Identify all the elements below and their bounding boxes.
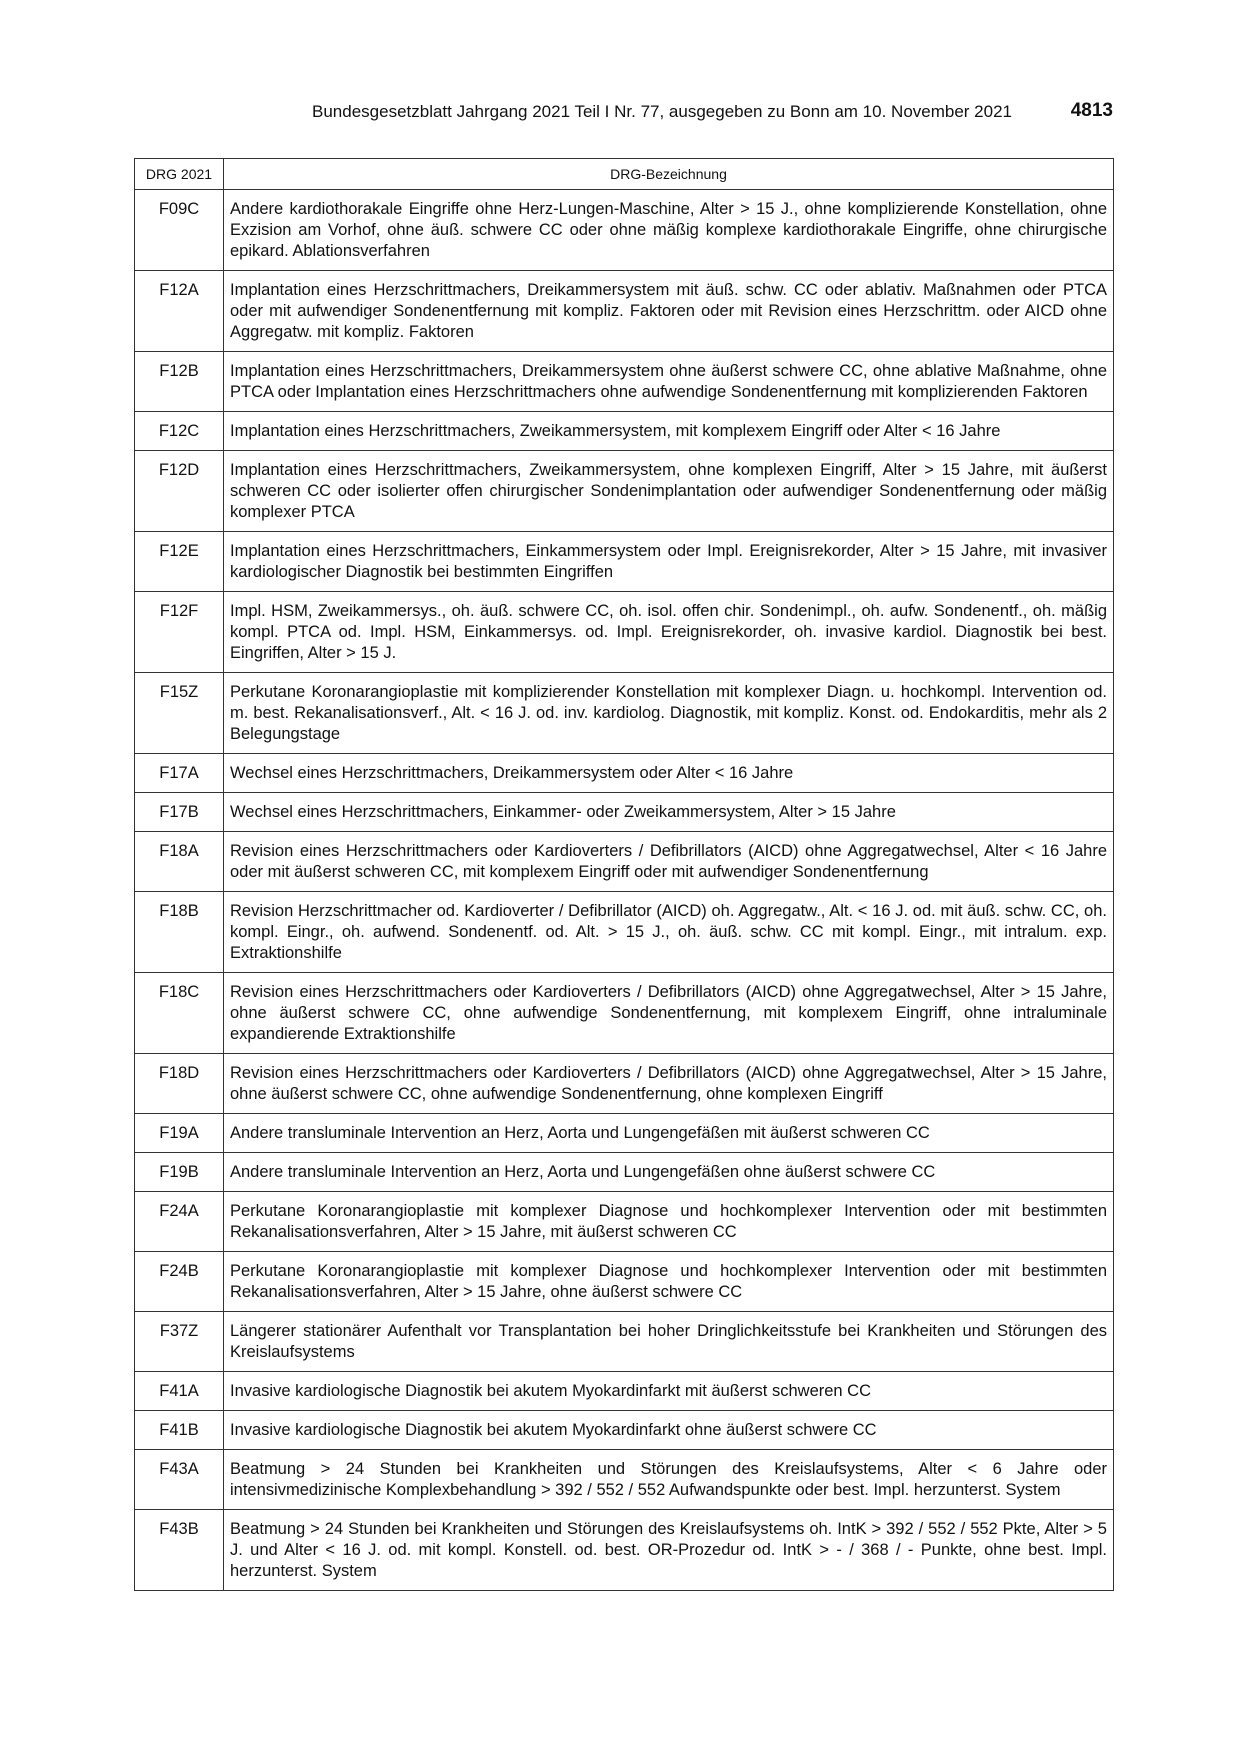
drg-description-cell: Beatmung > 24 Stunden bei Krankheiten und Störungen des Kreislaufsystems oh. IntK > 392 / 552 / 552 Pkte, Alter > 5 J. und Alter < 16 J. od. mit kompl. Konstell. od. best. OR-Prozedur od. IntK > - / 368 / - Punkte, ohne best. Impl. herzunterst. System <box>224 1510 1114 1591</box>
drg-code-cell: F19A <box>135 1114 224 1153</box>
drg-description-cell: Revision Herzschrittmacher od. Kardioverter / Defibrillator (AICD) oh. Aggregatw., Alt. < 16 J. od. mit äuß. schw. CC, oh. kompl. Eingr., oh. aufwend. Sondenentf. od. Alt. > 15 J., oh. äuß. schw. CC mit kompl. Eingr., mit intralum. exp. Extraktionshilfe <box>224 892 1114 973</box>
drg-code-cell: F12A <box>135 271 224 352</box>
drg-description-cell: Beatmung > 24 Stunden bei Krankheiten und Störungen des Kreislaufsystems, Alter < 6 Jahre oder intensivmedizinische Komplexbehandlung > 392 / 552 / 552 Aufwandspunkte oder best. Impl. herzunterst. System <box>224 1450 1114 1510</box>
table-row <box>135 1153 1114 1192</box>
drg-code-cell: F24B <box>135 1252 224 1312</box>
drg-description-cell: Perkutane Koronarangioplastie mit komplexer Diagnose und hochkomplexer Intervention oder mit bestimmten Rekanalisationsverfahren, Alter > 15 Jahre, ohne äußerst schwere CC <box>224 1252 1114 1312</box>
drg-code-cell: F43A <box>135 1450 224 1510</box>
table-row <box>135 532 1114 592</box>
drg-description-cell: Implantation eines Herzschrittmachers, Dreikammersystem mit äuß. schw. CC oder ablativ. Maßnahmen oder PTCA oder mit aufwendiger Sondenentfernung mit kompliz. Faktoren oder mit Revision eines Herzschrittm. oder AICD ohne Aggregatw. mit kompliz. Faktoren <box>224 271 1114 352</box>
drg-description-cell: Implantation eines Herzschrittmachers, Zweikammersystem, mit komplexem Eingriff oder Alter < 16 Jahre <box>224 412 1114 451</box>
table-row <box>135 451 1114 532</box>
table-row <box>135 673 1114 754</box>
table-body <box>135 190 1114 1591</box>
drg-description-cell: Implantation eines Herzschrittmachers, Dreikammersystem ohne äußerst schwere CC, ohne ablative Maßnahme, ohne PTCA oder Implantation eines Herzschrittmachers ohne aufwendige Sondenentfernung mit komplizierenden Faktoren <box>224 352 1114 412</box>
drg-code-cell: F41A <box>135 1372 224 1411</box>
table-row <box>135 793 1114 832</box>
drg-code-cell: F12B <box>135 352 224 412</box>
table-row <box>135 973 1114 1054</box>
drg-table <box>134 158 1114 1591</box>
table-row <box>135 352 1114 412</box>
drg-code-cell: F19B <box>135 1153 224 1192</box>
drg-code-cell: F18B <box>135 892 224 973</box>
drg-description-cell: Revision eines Herzschrittmachers oder Kardioverters / Defibrillators (AICD) ohne Aggregatwechsel, Alter > 15 Jahre, ohne äußerst schwere CC, ohne aufwendige Sondenentfernung, ohne komplexen Eingriff <box>224 1054 1114 1114</box>
drg-code-cell: F18C <box>135 973 224 1054</box>
page-number: 4813 <box>1070 100 1113 121</box>
table-row <box>135 592 1114 673</box>
drg-description-cell: Perkutane Koronarangioplastie mit komplexer Diagnose und hochkomplexer Intervention oder mit bestimmten Rekanalisationsverfahren, Alter > 15 Jahre, mit äußerst schweren CC <box>224 1192 1114 1252</box>
table-row <box>135 190 1114 271</box>
drg-description-cell: Invasive kardiologische Diagnostik bei akutem Myokardinfarkt ohne äußerst schwere CC <box>224 1411 1114 1450</box>
drg-code-cell: F37Z <box>135 1312 224 1372</box>
drg-code-cell: F12E <box>135 532 224 592</box>
table-row <box>135 271 1114 352</box>
drg-code-cell: F24A <box>135 1192 224 1252</box>
drg-description-cell: Implantation eines Herzschrittmachers, Zweikammersystem, ohne komplexen Eingriff, Alter > 15 Jahre, mit äußerst schweren CC oder isolierter offen chirurgischer Sondenimplantation oder aufwendiger Sondenentfernung oder mäßig komplexer PTCA <box>224 451 1114 532</box>
header-title: Bundesgesetzblatt Jahrgang 2021 Teil I Nr. 77, ausgegeben zu Bonn am 10. November 2021 <box>312 102 1012 121</box>
drg-code-cell: F17B <box>135 793 224 832</box>
drg-description-cell: Impl. HSM, Zweikammersys., oh. äuß. schwere CC, oh. isol. offen chir. Sondenimpl., oh. aufw. Sondenentf., oh. mäßig kompl. PTCA od. Impl. HSM, Einkammersys. od. Impl. Ereignisrekorder, oh. invasive kardiol. Diagnostik bei best. Eingriffen, Alter > 15 J. <box>224 592 1114 673</box>
drg-code-cell: F15Z <box>135 673 224 754</box>
table-row <box>135 1411 1114 1450</box>
table-row <box>135 754 1114 793</box>
table-row <box>135 1192 1114 1252</box>
drg-description-cell: Andere kardiothorakale Eingriffe ohne Herz-Lungen-Maschine, Alter > 15 J., ohne komplizierende Konstellation, ohne Exzision am Vorhof, ohne äuß. schwere CC oder ohne mäßig komplexe kardiothorakale Eingriffe, ohne chirurgische epikard. Ablationsverfahren <box>224 190 1114 271</box>
drg-description-cell: Implantation eines Herzschrittmachers, Einkammersystem oder Impl. Ereignisrekorder, Alter > 15 Jahre, mit invasiver kardiologischer Diagnostik bei bestimmten Eingriffen <box>224 532 1114 592</box>
table-row <box>135 832 1114 892</box>
drg-code-cell: F18A <box>135 832 224 892</box>
drg-description-cell: Revision eines Herzschrittmachers oder Kardioverters / Defibrillators (AICD) ohne Aggregatwechsel, Alter > 15 Jahre, ohne äußerst schwere CC, ohne aufwendige Sondenentfernung, mit komplexem Eingriff, ohne intraluminale expandierende Extraktionshilfe <box>224 973 1114 1054</box>
table-row <box>135 1450 1114 1510</box>
drg-code-cell: F17A <box>135 754 224 793</box>
table-row <box>135 1510 1114 1591</box>
drg-description-cell: Wechsel eines Herzschrittmachers, Dreikammersystem oder Alter < 16 Jahre <box>224 754 1114 793</box>
table-row <box>135 1312 1114 1372</box>
drg-code-cell: F18D <box>135 1054 224 1114</box>
table-row <box>135 1252 1114 1312</box>
drg-description-cell: Wechsel eines Herzschrittmachers, Einkammer- oder Zweikammersystem, Alter > 15 Jahre <box>224 793 1114 832</box>
drg-code-cell: F12F <box>135 592 224 673</box>
drg-code-cell: F09C <box>135 190 224 271</box>
drg-description-cell: Andere transluminale Intervention an Herz, Aorta und Lungengefäßen mit äußerst schweren CC <box>224 1114 1114 1153</box>
table-row <box>135 412 1114 451</box>
page-header <box>134 100 1113 126</box>
drg-description-cell: Revision eines Herzschrittmachers oder Kardioverters / Defibrillators (AICD) ohne Aggregatwechsel, Alter < 16 Jahre oder mit äußerst schweren CC, mit komplexem Eingriff oder mit aufwendiger Sondenentfernung <box>224 832 1114 892</box>
drg-description-cell: Andere transluminale Intervention an Herz, Aorta und Lungengefäßen ohne äußerst schwere CC <box>224 1153 1114 1192</box>
drg-description-cell: Längerer stationärer Aufenthalt vor Transplantation bei hoher Dringlichkeitsstufe bei Krankheiten und Störungen des Kreislaufsystems <box>224 1312 1114 1372</box>
table-row <box>135 1114 1114 1153</box>
drg-code-cell: F12D <box>135 451 224 532</box>
column-header-drg: DRG 2021 <box>135 159 224 190</box>
drg-code-cell: F12C <box>135 412 224 451</box>
drg-description-cell: Invasive kardiologische Diagnostik bei akutem Myokardinfarkt mit äußerst schweren CC <box>224 1372 1114 1411</box>
drg-description-cell: Perkutane Koronarangioplastie mit komplizierender Konstellation mit komplexer Diagn. u. hochkompl. Intervention od. m. best. Rekanalisationsverf., Alt. < 16 J. od. inv. kardiolog. Diagnostik, mit kompliz. Konst. od. Endokarditis, mehr als 2 Belegungstage <box>224 673 1114 754</box>
column-header-description: DRG-Bezeichnung <box>224 159 1114 190</box>
table-row <box>135 1372 1114 1411</box>
drg-code-cell: F43B <box>135 1510 224 1591</box>
table-row <box>135 1054 1114 1114</box>
table-row <box>135 892 1114 973</box>
table-header-row <box>135 159 1114 190</box>
drg-code-cell: F41B <box>135 1411 224 1450</box>
